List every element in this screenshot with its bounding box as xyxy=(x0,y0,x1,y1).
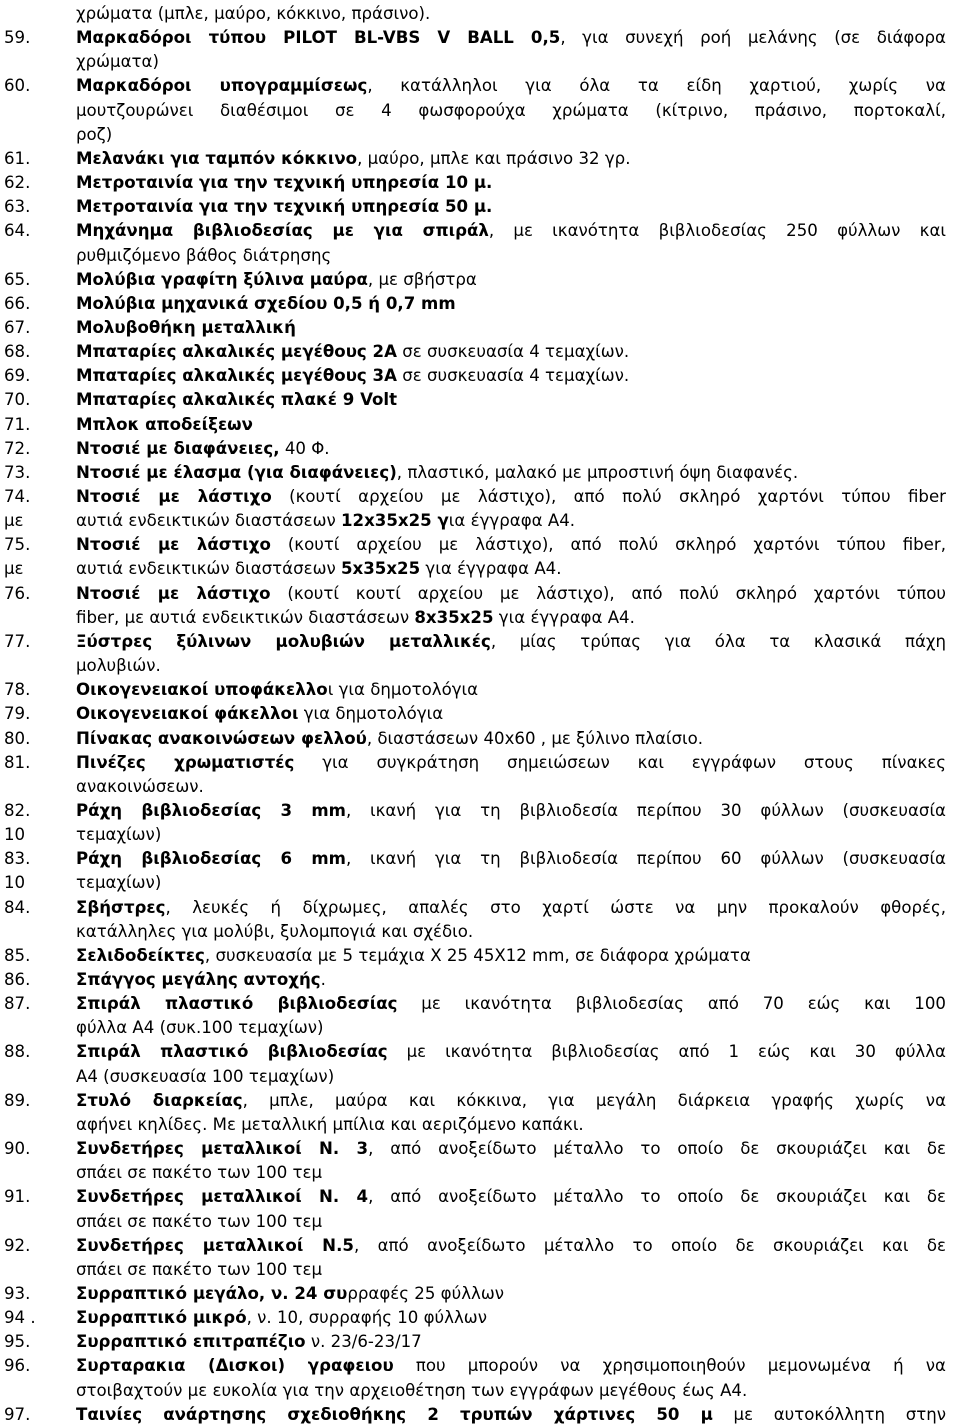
text-segment: , πλαστικό, μαλακό με μπροστινή όψη διαφανές. xyxy=(396,462,799,482)
item-text xyxy=(76,727,946,751)
text-segment: ν. 23/6-23/17 xyxy=(305,1332,422,1352)
item-number: με xyxy=(4,511,24,531)
item-text xyxy=(76,968,946,992)
bold-segment: Οικογενειακοί φάκελλοι xyxy=(76,704,299,724)
bold-segment: Ταινίες ανάρτησης σχεδιοθήκης 2 τρυπών χάρτινες 50 μ xyxy=(76,1404,713,1424)
item-number: 94 . xyxy=(4,1308,36,1328)
text-segment: (κουτί αρχείου με λάστιχο), από πολύ σκληρό χαρτόνι τύπου fiber xyxy=(271,487,946,506)
document-line xyxy=(4,485,946,509)
item-text xyxy=(76,896,946,920)
item-text xyxy=(76,1306,946,1330)
text-segment: ρραφές 25 φύλλων xyxy=(347,1283,505,1303)
document-line xyxy=(4,557,946,581)
bold-segment: Συνδετήρες μεταλλικοί Ν. 4 xyxy=(76,1187,369,1207)
bold-segment: Πίνακας ανακοινώσεων φελλού xyxy=(76,728,367,748)
text-segment: για έγγραφα Α4. xyxy=(493,607,635,627)
text-segment: σε συσκευασία 4 τεμαχίων. xyxy=(396,342,630,362)
bold-segment: Συρραπτικό μικρό xyxy=(76,1308,247,1328)
item-text xyxy=(76,2,946,26)
text-segment: Α4 (συσκευασία 100 τεμαχίων) xyxy=(76,1066,335,1086)
document-line xyxy=(4,1185,946,1209)
document-line xyxy=(4,1282,946,1306)
document-line xyxy=(4,896,946,920)
item-text xyxy=(76,123,946,147)
text-segment: , από ανοξείδωτο μέταλλο το οποίο δε σκουριάζει και δε xyxy=(368,1139,946,1159)
item-text xyxy=(76,74,946,98)
document-line xyxy=(4,968,946,992)
document-line xyxy=(4,630,946,654)
bold-segment: Σπάγγος μεγάλης αντοχής xyxy=(76,970,321,989)
bold-segment: 5x35x25 xyxy=(341,559,421,579)
document-line xyxy=(4,920,946,944)
document-line xyxy=(4,461,946,485)
text-segment: για συγκράτηση σημειώσεων και εγγράφων στους πίνακες xyxy=(294,752,946,772)
item-number: 77. xyxy=(4,631,31,651)
item-text xyxy=(76,195,946,219)
document-line xyxy=(4,727,946,751)
bold-segment: Μπλοκ αποδείξεων xyxy=(76,414,253,434)
bold-segment: Μπαταρίες αλκαλικές πλακέ 9 Volt xyxy=(76,390,398,410)
document-line xyxy=(4,1330,946,1354)
text-segment: για έγγραφα Α4. xyxy=(420,559,562,579)
item-number: 80. xyxy=(4,728,31,748)
item-text xyxy=(76,1258,946,1282)
bold-segment: Σβήστρες xyxy=(76,897,166,917)
text-segment: fiber, με αυτιά ενδεικτικών διαστάσεων xyxy=(76,607,415,627)
document-line xyxy=(4,219,946,243)
item-text xyxy=(76,413,946,437)
item-text xyxy=(76,654,946,678)
item-text xyxy=(76,1040,946,1064)
document-line xyxy=(4,1354,946,1378)
document-line xyxy=(4,340,946,364)
text-segment: μολυβιών. xyxy=(76,656,161,676)
bold-segment: Συρραπτικό επιτραπέζιο xyxy=(76,1332,306,1352)
document-line xyxy=(4,751,946,775)
item-number: 73. xyxy=(4,462,31,482)
item-number: 83. xyxy=(4,849,31,869)
text-segment: για δημοτολόγια xyxy=(298,704,444,724)
item-number: 64. xyxy=(4,221,31,241)
text-segment: , για συνεχή ροή μελάνης (σε διάφορα xyxy=(560,28,946,48)
document-line xyxy=(4,2,946,26)
item-text xyxy=(76,1330,946,1354)
item-text xyxy=(76,992,946,1016)
bold-segment: Ράχη βιβλιοδεσίας 6 mm xyxy=(76,849,346,869)
text-segment: αυτιά ενδεικτικών διαστάσεων xyxy=(76,559,342,579)
item-text xyxy=(76,1379,946,1403)
bold-segment: Ντοσιέ με διαφάνειες, xyxy=(76,438,280,458)
item-number: 60. xyxy=(4,76,31,96)
bold-segment: Ντοσιέ με έλασμα (για διαφάνειες) xyxy=(76,462,397,482)
item-text xyxy=(76,509,946,533)
bold-segment: 8x35x25 xyxy=(414,607,494,627)
document-line xyxy=(4,1258,946,1282)
item-text xyxy=(76,26,946,50)
item-number: 79. xyxy=(4,704,31,724)
bold-segment: Συνδετήρες μεταλλικοί Ν.5 xyxy=(76,1235,354,1255)
item-number: 91. xyxy=(4,1187,31,1207)
text-segment: ανακοινώσεων. xyxy=(76,776,204,796)
text-segment: , συσκευασία με 5 τεμάχια Χ 25 45Χ12 mm, σε διάφορα χρώματα xyxy=(204,945,751,965)
item-number: 76. xyxy=(4,583,31,603)
bold-segment: Μπαταρίες αλκαλικές μεγέθους 3Α xyxy=(76,366,397,386)
document-line xyxy=(4,533,946,557)
item-text xyxy=(76,1185,946,1209)
document-line xyxy=(4,437,946,461)
text-segment: με αυτοκόλλητη στην xyxy=(712,1404,946,1424)
text-segment: ρυθμιζόμενο βάθος διάτρησης xyxy=(76,245,332,265)
item-text xyxy=(76,1210,946,1234)
document-line xyxy=(4,50,946,74)
text-segment: , ικανή για τη βιβλιοδεσία περίπου 60 φύλλων (συσκευασία xyxy=(345,849,946,869)
text-segment: κατάλληλες για μολύβι, ξυλομπογιά και σχέδιο. xyxy=(76,921,474,941)
item-text xyxy=(76,437,946,461)
document-line xyxy=(4,99,946,123)
text-segment: ροζ) xyxy=(76,124,113,144)
item-text xyxy=(76,1016,946,1040)
text-segment: . xyxy=(320,970,326,989)
item-number: 81. xyxy=(4,752,31,772)
item-text xyxy=(76,582,946,606)
item-text xyxy=(76,292,946,316)
item-text xyxy=(76,847,946,871)
document-line xyxy=(4,364,946,388)
item-number: 69. xyxy=(4,366,31,386)
bold-segment: Ράχη βιβλιοδεσίας 3 mm xyxy=(76,800,346,820)
item-text xyxy=(76,99,946,123)
bold-segment: Πινέζες χρωματιστές xyxy=(76,752,295,772)
item-text xyxy=(76,1282,946,1306)
bold-segment: 12x35x25 γ xyxy=(341,511,449,531)
item-number: 72. xyxy=(4,438,31,458)
item-number: 75. xyxy=(4,535,31,555)
document-line xyxy=(4,823,946,847)
bold-segment: Συρραπτικό μεγάλο, ν. 24 συ xyxy=(76,1283,348,1303)
item-text xyxy=(76,340,946,364)
document-line xyxy=(4,606,946,630)
document-line xyxy=(4,944,946,968)
bold-segment: Μαρκαδόροι τύπου PILOT BL-VBS V BALL 0,5 xyxy=(76,28,561,48)
item-number: 96. xyxy=(4,1356,31,1376)
bold-segment: Μπαταρίες αλκαλικές μεγέθους 2Α xyxy=(76,342,397,362)
bold-segment: Ντοσιέ με λάστιχο xyxy=(76,487,272,506)
item-text xyxy=(76,50,946,74)
item-text xyxy=(76,171,946,195)
document-line xyxy=(4,775,946,799)
bold-segment: Σελιδοδείκτες xyxy=(76,945,205,965)
bold-segment: Μολύβια μηχανικά σχεδίου 0,5 ή 0,7 mm xyxy=(76,293,456,313)
document-line xyxy=(4,582,946,606)
item-text xyxy=(76,678,946,702)
text-segment: , μπλε, μαύρα και κόκκινα, για μεγάλη διάρκεια γραφής χωρίς να xyxy=(242,1090,946,1110)
item-text xyxy=(76,1403,946,1427)
bold-segment: Ξύστρες ξύλινων μολυβιών μεταλλικές xyxy=(76,631,491,651)
item-text xyxy=(76,1089,946,1113)
text-segment: χρώματα) xyxy=(76,52,159,72)
item-text xyxy=(76,147,946,171)
document-line xyxy=(4,171,946,195)
bold-segment: Ντοσιέ με λάστιχο xyxy=(76,535,271,555)
document-line xyxy=(4,678,946,702)
item-number: 82. xyxy=(4,800,31,820)
text-segment: (κουτί κουτί αρχείου με λάστιχο), από πολύ σκληρό χαρτόνι τύπου xyxy=(270,583,946,603)
item-text xyxy=(76,630,946,654)
text-segment: μουτζουρώνει διαθέσιμοι σε 4 φωσφορούχα χρώματα (κίτρινο, πράσινο, πορτοκαλί, xyxy=(76,100,946,120)
text-segment: αφήνει κηλίδες. Με μεταλλική μπίλια και αεριζόμενο καπάκι. xyxy=(76,1114,584,1134)
item-text xyxy=(76,388,946,412)
item-number: 10 xyxy=(4,825,26,845)
document-line xyxy=(4,244,946,268)
item-number: 78. xyxy=(4,680,31,700)
text-segment: σπάει σε πακέτο των 100 τεμ xyxy=(76,1259,323,1279)
item-number: με xyxy=(4,559,24,579)
item-text xyxy=(76,1161,946,1185)
document-line xyxy=(4,799,946,823)
text-segment: , μαύρο, μπλε και πράσινο 32 γρ. xyxy=(357,148,631,168)
bold-segment: Οικογενειακοί υποφάκελλο xyxy=(76,680,328,700)
item-number: 85. xyxy=(4,945,31,965)
document-line xyxy=(4,992,946,1016)
document-line xyxy=(4,847,946,871)
text-segment: 40 Φ. xyxy=(279,438,330,458)
text-segment: τεμαχίων) xyxy=(76,873,162,893)
document-line xyxy=(4,1379,946,1403)
item-text xyxy=(76,944,946,968)
item-number: 10 xyxy=(4,873,26,893)
text-segment: φύλλα Α4 (συκ.100 τεμαχίων) xyxy=(76,1018,324,1038)
document-line xyxy=(4,654,946,678)
item-number: 61. xyxy=(4,148,31,168)
item-number: 74. xyxy=(4,487,31,506)
text-segment: , κατάλληλοι για όλα τα είδη χαρτιού, χωρίς να xyxy=(367,76,946,96)
document-line xyxy=(4,1137,946,1161)
item-text xyxy=(76,775,946,799)
item-text xyxy=(76,557,946,581)
item-number: 68. xyxy=(4,342,31,362)
item-number: 65. xyxy=(4,269,31,289)
item-text xyxy=(76,219,946,243)
bold-segment: Μολυβοθήκη μεταλλική xyxy=(76,317,296,337)
item-number: 63. xyxy=(4,197,31,217)
document-line xyxy=(4,871,946,895)
item-text xyxy=(76,702,946,726)
document-line xyxy=(4,195,946,219)
item-text xyxy=(76,823,946,847)
document-line xyxy=(4,509,946,533)
text-segment: με ικανότητα βιβλιοδεσίας από 1 εώς και 30 φύλλα xyxy=(387,1042,946,1062)
text-segment: , λευκές ή δίχρωμες, απαλές στο χαρτί ώστε να μην προκαλούν φθορές, xyxy=(165,897,946,917)
bold-segment: Συνδετήρες μεταλλικοί Ν. 3 xyxy=(76,1139,369,1159)
bold-segment: Μετροταινία για την τεχνική υπηρεσία 10 μ. xyxy=(76,173,493,193)
item-text xyxy=(76,606,946,630)
item-text xyxy=(76,316,946,340)
document-line xyxy=(4,702,946,726)
document-line xyxy=(4,1161,946,1185)
document-line xyxy=(4,74,946,98)
item-number: 71. xyxy=(4,414,31,434)
text-segment: χρώματα (μπλε, μαύρο, κόκκινο, πράσινο). xyxy=(76,4,431,23)
text-segment: , μίας τρύπας για όλα τα κλασικά πάχη xyxy=(490,631,946,651)
text-segment: σε συσκευασία 4 τεμαχίων. xyxy=(396,366,630,386)
text-segment: ια έγγραφα Α4. xyxy=(448,511,576,531)
document-line xyxy=(4,413,946,437)
item-number: 88. xyxy=(4,1042,31,1062)
item-text xyxy=(76,799,946,823)
item-text xyxy=(76,751,946,775)
item-number: 97. xyxy=(4,1404,31,1424)
text-segment: που μπορούν να χρησιμοποιηθούν μεμονωμένα ή να xyxy=(393,1356,946,1376)
document-line xyxy=(4,1016,946,1040)
item-number: 93. xyxy=(4,1283,31,1303)
item-text xyxy=(76,1065,946,1089)
item-text xyxy=(76,244,946,268)
document-line xyxy=(4,123,946,147)
bold-segment: Ντοσιέ με λάστιχο xyxy=(76,583,271,603)
text-segment: (κουτί αρχείου με λάστιχο), από πολύ σκληρό χαρτόνι τύπου fiber, xyxy=(270,535,946,555)
text-segment: στοιβαχτούν με ευκολία για την αρχειοθέτηση των εγγράφων μεγέθους έως Α4. xyxy=(76,1380,748,1400)
text-segment: , με ικανότητα βιβλιοδεσίας 250 φύλλων και xyxy=(488,221,946,241)
bold-segment: Στυλό διαρκείας xyxy=(76,1090,243,1110)
item-text xyxy=(76,268,946,292)
item-number: 92. xyxy=(4,1235,31,1255)
document-line xyxy=(4,316,946,340)
document-line xyxy=(4,388,946,412)
item-text xyxy=(76,1113,946,1137)
document-line xyxy=(4,26,946,50)
text-segment: σπάει σε πακέτο των 100 τεμ xyxy=(76,1163,323,1183)
document-line xyxy=(4,1089,946,1113)
bold-segment: Μαρκαδόροι υπογραμμίσεως xyxy=(76,76,368,96)
item-text xyxy=(76,485,946,509)
text-segment: τεμαχίων) xyxy=(76,825,162,845)
document-line xyxy=(4,1306,946,1330)
item-text xyxy=(76,364,946,388)
document-line xyxy=(4,1113,946,1137)
bold-segment: Μηχάνημα βιβλιοδεσίας με για σπιράλ xyxy=(76,221,489,241)
text-segment: , από ανοξείδωτο μέταλλο το οποίο δε σκουριάζει και δε xyxy=(368,1187,946,1207)
item-number: 59. xyxy=(4,28,31,48)
item-number: 67. xyxy=(4,317,31,337)
document-line xyxy=(4,292,946,316)
text-segment: αυτιά ενδεικτικών διαστάσεων xyxy=(76,511,342,531)
text-segment: , από ανοξείδωτο μέταλλο το οποίο δε σκουριάζει και δε xyxy=(353,1235,946,1255)
item-text xyxy=(76,1234,946,1258)
bold-segment: Σπιράλ πλαστικό βιβλιοδεσίας xyxy=(76,994,398,1014)
item-text xyxy=(76,871,946,895)
text-segment: με ικανότητα βιβλιοδεσίας από 70 εώς και 100 xyxy=(397,994,946,1014)
item-text xyxy=(76,533,946,557)
item-number: 70. xyxy=(4,390,31,410)
item-number: 95. xyxy=(4,1332,31,1352)
bold-segment: Μετροταινία για την τεχνική υπηρεσία 50 μ. xyxy=(76,197,493,217)
bold-segment: Συρταρακια (Δισκοι) γραφειου xyxy=(76,1356,394,1376)
item-number: 86. xyxy=(4,970,31,989)
text-segment: σπάει σε πακέτο των 100 τεμ xyxy=(76,1211,323,1231)
item-number: 62. xyxy=(4,173,31,193)
text-segment: , ικανή για τη βιβλιοδεσία περίπου 30 φύλλων (συσκευασία xyxy=(345,800,946,820)
document-line xyxy=(4,1403,946,1427)
bold-segment: Μελανάκι για ταμπόν κόκκινο xyxy=(76,148,358,168)
item-number: 66. xyxy=(4,293,31,313)
item-text xyxy=(76,920,946,944)
document-line xyxy=(4,1210,946,1234)
document-line xyxy=(4,268,946,292)
item-number: 89. xyxy=(4,1090,31,1110)
document-line xyxy=(4,1040,946,1064)
text-segment: , ν. 10, συρραφής 10 φύλλων xyxy=(246,1308,487,1328)
document-line xyxy=(4,147,946,171)
item-number: 84. xyxy=(4,897,31,917)
item-number: 87. xyxy=(4,994,31,1014)
item-text xyxy=(76,1354,946,1378)
text-segment: ι για δημοτολόγια xyxy=(327,680,479,700)
bold-segment: Μολύβια γραφίτη ξύλινα μαύρα xyxy=(76,269,368,289)
item-text xyxy=(76,461,946,485)
text-segment: , με σβήστρα xyxy=(367,269,477,289)
document-line xyxy=(4,1065,946,1089)
text-segment: , διαστάσεων 40x60 , με ξύλινο πλαίσιο. xyxy=(366,728,704,748)
bold-segment: Σπιράλ πλαστικό βιβλιοδεσίας xyxy=(76,1042,388,1062)
item-text xyxy=(76,1137,946,1161)
document-line xyxy=(4,1234,946,1258)
item-number: 90. xyxy=(4,1139,31,1159)
